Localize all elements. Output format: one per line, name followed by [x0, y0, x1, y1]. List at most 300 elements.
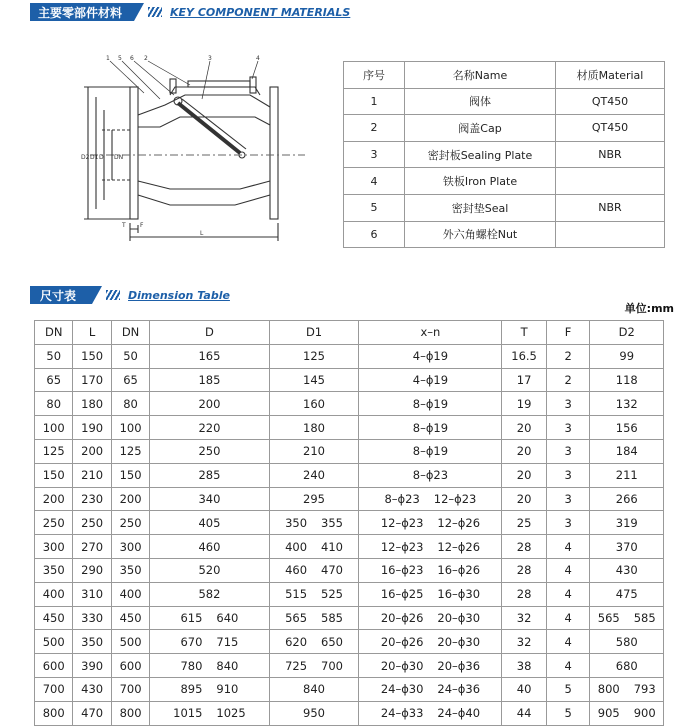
dimension-value: 230: [81, 491, 104, 506]
materials-cell: 密封垫Seal: [405, 194, 556, 221]
materials-cell: 外六角螺栓Nut: [405, 221, 556, 248]
dimension-cell: [150, 416, 269, 440]
dimension-cell: [546, 582, 590, 606]
dimension-value: 20–ϕ36: [437, 658, 481, 673]
dimension-value: 24–ϕ33: [380, 706, 424, 721]
dimension-row: [35, 677, 664, 701]
dimension-cell-values: [73, 492, 110, 506]
dimension-cell-values: [590, 611, 663, 625]
dimension-cell-values: [270, 373, 359, 387]
dimension-cell: [590, 439, 664, 463]
dimension-header-cell: F: [546, 321, 590, 345]
dimension-cell-values: [359, 635, 501, 649]
dimension-cell-values: [35, 468, 72, 482]
dimension-value: 4–ϕ19: [412, 372, 449, 387]
dimension-cell: [269, 582, 359, 606]
materials-header-cell: 名称Name: [405, 62, 556, 89]
dimension-cell: [359, 582, 502, 606]
dimension-cell: [546, 439, 590, 463]
dimension-cell: [73, 701, 111, 725]
dimension-cell: [590, 630, 664, 654]
dimension-value: 200: [119, 491, 142, 506]
dimension-cell: [150, 392, 269, 416]
dimension-value: 20–ϕ30: [437, 634, 481, 649]
dimension-cell-values: [547, 611, 590, 625]
dimension-cell: [150, 535, 269, 559]
dimension-cell: [73, 392, 111, 416]
dimension-cell: [73, 630, 111, 654]
dimension-cell-values: [590, 563, 663, 577]
dimension-row: [35, 344, 664, 368]
dimension-cell: [269, 463, 359, 487]
dimension-value: 16–ϕ25: [380, 587, 424, 602]
dimension-value: 180: [81, 396, 104, 411]
materials-cell: NBR: [556, 141, 665, 168]
dimension-cell: [150, 558, 269, 582]
dimension-cell-values: [502, 635, 545, 649]
dimension-cell-values: [112, 492, 149, 506]
dimension-value: 793: [633, 682, 656, 697]
materials-row: [344, 141, 665, 168]
dimension-row: [35, 582, 664, 606]
dimension-cell: [73, 511, 111, 535]
dimension-cell-values: [359, 421, 501, 435]
dimension-value: 4–ϕ19: [412, 349, 449, 364]
dimension-value: 580: [615, 634, 638, 649]
dimension-cell: [359, 344, 502, 368]
dimension-cell: [502, 606, 546, 630]
dimension-value: 450: [42, 610, 65, 625]
dimension-header-cell: D2: [590, 321, 664, 345]
dimension-value: 200: [81, 444, 104, 459]
dimension-value: 950: [303, 706, 325, 721]
dimension-cell-values: [150, 563, 268, 577]
dimension-value: 50: [46, 349, 62, 364]
callout-4: 4: [256, 55, 260, 62]
dimension-value: 17: [516, 372, 532, 387]
dimension-cell: [111, 463, 149, 487]
dimension-header-cell: DN: [111, 321, 149, 345]
dimension-cell: [35, 487, 73, 511]
dimension-value: 28: [516, 563, 532, 578]
dimension-cell: [111, 701, 149, 725]
dimension-value: 620: [285, 634, 308, 649]
dimension-cell: [502, 630, 546, 654]
dimension-value: 340: [198, 491, 221, 506]
dimension-cell-values: [150, 540, 268, 554]
dimension-cell: [546, 463, 590, 487]
dimension-row: [35, 701, 664, 725]
dimension-cell: [111, 654, 149, 678]
dimension-row: [35, 463, 664, 487]
dimension-cell: [35, 654, 73, 678]
dimension-cell: [502, 392, 546, 416]
dimension-cell-values: [73, 468, 110, 482]
dimension-title-en: Dimension Table: [128, 288, 230, 302]
dimension-cell-values: [150, 444, 268, 458]
dimension-cell-values: [270, 706, 359, 720]
dimension-cell: [150, 582, 269, 606]
dimension-value: 20: [516, 468, 532, 483]
dimension-cell-values: [35, 540, 72, 554]
dimension-row: [35, 630, 664, 654]
dimension-cell: [269, 344, 359, 368]
dimension-cell: [590, 392, 664, 416]
dimension-cell-values: [112, 611, 149, 625]
dimension-cell: [269, 439, 359, 463]
dimension-cell: [590, 535, 664, 559]
dimension-cell-values: [150, 682, 268, 696]
dimension-value: 600: [42, 658, 65, 673]
dimension-cell: [502, 582, 546, 606]
dimension-cell: [269, 654, 359, 678]
dimension-value: 250: [42, 515, 65, 530]
dimension-cell-values: [73, 397, 110, 411]
dimension-cell: [590, 606, 664, 630]
dimension-cell-values: [73, 682, 110, 696]
dimension-cell-values: [112, 349, 149, 363]
dimension-cell-values: [547, 659, 590, 673]
dimension-value: 20: [516, 444, 532, 459]
dimension-cell: [546, 416, 590, 440]
dimension-cell-values: [35, 349, 72, 363]
dimension-value: 405: [198, 515, 221, 530]
dimension-cell-values: [547, 540, 590, 554]
dimension-value: 840: [216, 658, 239, 673]
dimension-value: 670: [180, 634, 203, 649]
dimension-cell: [73, 487, 111, 511]
materials-row: [344, 168, 665, 195]
dimension-cell-values: [547, 349, 590, 363]
dimension-value: 132: [615, 396, 638, 411]
dimension-cell-values: [73, 421, 110, 435]
dimension-cell-values: [112, 587, 149, 601]
dimension-cell: [359, 701, 502, 725]
dimension-cell: [73, 344, 111, 368]
dimension-row: [35, 511, 664, 535]
dimension-value: 170: [81, 372, 104, 387]
dimension-cell: [502, 487, 546, 511]
dimension-cell-values: [590, 349, 663, 363]
dimension-cell-values: [547, 706, 590, 720]
dimension-cell-values: [270, 635, 359, 649]
dimension-value: 16.5: [511, 349, 537, 364]
dimension-cell: [359, 677, 502, 701]
dimension-value: 410: [321, 539, 343, 554]
dimension-value: 32: [516, 634, 532, 649]
dimension-value: 4: [564, 563, 572, 578]
dimension-value: 300: [119, 539, 142, 554]
dimension-cell: [111, 368, 149, 392]
dimension-value: 40: [516, 682, 532, 697]
dimension-cell-values: [150, 421, 268, 435]
materials-cell: 阀盖Cap: [405, 115, 556, 142]
dimension-value: 16–ϕ23: [380, 563, 424, 578]
dimension-row: [35, 439, 664, 463]
dimension-value: 12–ϕ23: [380, 539, 424, 554]
dimension-cell: [73, 654, 111, 678]
dimension-cell: [35, 558, 73, 582]
dimension-value: 270: [81, 539, 104, 554]
dimension-cell: [590, 701, 664, 725]
dimension-cell: [502, 535, 546, 559]
dimension-cell: [590, 677, 664, 701]
dimension-value: 840: [303, 682, 325, 697]
materials-cell: QT450: [556, 88, 665, 115]
dimension-value: 240: [303, 468, 325, 483]
dimension-value: 2: [564, 349, 572, 364]
dimension-cell: [73, 558, 111, 582]
dimension-value: 200: [42, 491, 65, 506]
dimension-value: 319: [615, 515, 638, 530]
dimension-cell-values: [35, 659, 72, 673]
dimension-cell-values: [590, 373, 663, 387]
dimension-cell-values: [359, 444, 501, 458]
dimension-header-row: [35, 321, 664, 345]
dimension-cell: [359, 487, 502, 511]
dim-label-d: D: [99, 154, 104, 161]
dimension-cell: [546, 558, 590, 582]
dimension-cell: [111, 558, 149, 582]
materials-header-cell: 序号: [344, 62, 405, 89]
dimension-cell-values: [35, 421, 72, 435]
dimension-cell-values: [359, 397, 501, 411]
dimension-cell: [111, 606, 149, 630]
dimension-cell-values: [73, 516, 110, 530]
dimension-cell-values: [73, 373, 110, 387]
dimension-cell: [502, 344, 546, 368]
dimension-cell: [150, 368, 269, 392]
dimension-cell-values: [547, 444, 590, 458]
dimension-value: 125: [42, 444, 65, 459]
dimension-value: 28: [516, 539, 532, 554]
dimension-cell: [35, 630, 73, 654]
dimension-value: 12–ϕ26: [437, 515, 481, 530]
materials-cell: 1: [344, 88, 405, 115]
dimension-cell: [35, 463, 73, 487]
dimension-cell: [546, 535, 590, 559]
dimension-cell: [35, 416, 73, 440]
dimension-value: 800: [42, 706, 65, 721]
dimension-value: 210: [303, 444, 325, 459]
dimension-value: 20–ϕ26: [380, 610, 424, 625]
dimension-cell-values: [270, 611, 359, 625]
dimension-value: 430: [615, 563, 638, 578]
dimension-cell-values: [112, 468, 149, 482]
dimension-cell: [269, 606, 359, 630]
materials-row: [344, 88, 665, 115]
materials-cell: QT450: [556, 115, 665, 142]
dimension-cell-values: [35, 563, 72, 577]
stripes-decoration: [106, 290, 120, 300]
dimension-cell-values: [359, 492, 501, 506]
dimension-value: 430: [81, 682, 104, 697]
dimension-value: 65: [46, 372, 62, 387]
dimension-value: 20–ϕ26: [380, 634, 424, 649]
dimension-cell-values: [547, 587, 590, 601]
dimension-value: 400: [42, 587, 65, 602]
materials-cell: 2: [344, 115, 405, 142]
dimension-cell: [590, 416, 664, 440]
dimension-cell: [150, 630, 269, 654]
unit-label: 单位:mm: [624, 302, 674, 315]
dimension-cell-values: [270, 468, 359, 482]
dimension-value: 565: [285, 610, 308, 625]
dimension-cell-values: [35, 444, 72, 458]
dimension-value: 250: [119, 515, 142, 530]
dimension-cell-values: [590, 397, 663, 411]
dimension-value: 295: [303, 491, 325, 506]
dimension-value: 585: [321, 610, 343, 625]
dim-label-t: T: [122, 222, 126, 229]
dimension-cell-values: [502, 706, 545, 720]
dimension-cell: [35, 368, 73, 392]
dimension-value: 285: [198, 468, 221, 483]
dimension-cell-values: [270, 659, 359, 673]
dimension-value: 460: [285, 563, 308, 578]
dim-label-dn: DN: [114, 154, 124, 161]
dimension-header-cell: DN: [35, 321, 73, 345]
dimension-cell: [111, 677, 149, 701]
dimension-value: 180: [303, 420, 325, 435]
dimension-cell-values: [502, 397, 545, 411]
dimension-table: [34, 320, 664, 726]
dimension-value: 4: [564, 587, 572, 602]
dimension-cell-values: [590, 587, 663, 601]
dimension-cell-values: [359, 659, 501, 673]
dimension-value: 125: [119, 444, 142, 459]
callout-2: 2: [144, 55, 148, 62]
dimension-cell: [35, 535, 73, 559]
dimension-value: 4: [564, 658, 572, 673]
dimension-value: 24–ϕ36: [437, 682, 481, 697]
dimension-cell-values: [150, 635, 268, 649]
dimension-cell: [150, 511, 269, 535]
dimension-header-cell: D: [150, 321, 269, 345]
dimension-cell: [359, 463, 502, 487]
dimension-cell: [502, 654, 546, 678]
dimension-value: 99: [619, 349, 635, 364]
dimension-value: 640: [216, 610, 239, 625]
dimension-value: 3: [564, 444, 572, 459]
dimension-cell: [73, 582, 111, 606]
dimension-cell-values: [112, 635, 149, 649]
valve-cross-section: [70, 55, 320, 245]
dimension-cell-values: [112, 706, 149, 720]
dimension-cell: [502, 463, 546, 487]
dimension-value: 600: [119, 658, 142, 673]
dimension-cell: [359, 392, 502, 416]
materials-title-cn: 主要零部件材料: [30, 3, 134, 21]
materials-row: [344, 221, 665, 248]
dimension-cell: [269, 416, 359, 440]
dimension-value: 5: [564, 706, 572, 721]
dimension-value: 165: [198, 349, 221, 364]
dimension-value: 125: [303, 349, 325, 364]
dimension-cell: [35, 582, 73, 606]
dimension-cell-values: [359, 587, 501, 601]
dimension-value: 4: [564, 634, 572, 649]
dimension-cell: [150, 701, 269, 725]
dimension-cell: [269, 511, 359, 535]
dimension-cell: [73, 463, 111, 487]
dimension-cell: [359, 416, 502, 440]
dimension-cell: [546, 630, 590, 654]
dimension-value: 16–ϕ30: [437, 587, 481, 602]
dimension-cell: [73, 606, 111, 630]
dimension-value: 65: [123, 372, 138, 387]
dimension-value: 715: [216, 634, 239, 649]
dimension-cell-values: [502, 659, 545, 673]
callout-5: 5: [118, 55, 122, 62]
dim-label-l: L: [200, 230, 204, 237]
dimension-cell: [359, 511, 502, 535]
dimension-cell-values: [547, 373, 590, 387]
dimension-cell: [73, 439, 111, 463]
dimension-cell-values: [112, 516, 149, 530]
dimension-cell-values: [35, 373, 72, 387]
dimension-cell: [590, 344, 664, 368]
dimension-value: 680: [615, 658, 638, 673]
dimension-value: 350: [119, 563, 142, 578]
dimension-cell-values: [150, 397, 268, 411]
dimension-cell-values: [270, 444, 359, 458]
dimension-value: 16–ϕ26: [437, 563, 481, 578]
dimension-value: 370: [615, 539, 638, 554]
dimension-value: 520: [198, 563, 221, 578]
dimension-cell-values: [502, 468, 545, 482]
dimension-cell-values: [502, 611, 545, 625]
dimension-cell-values: [547, 516, 590, 530]
dimension-cell: [73, 368, 111, 392]
dimension-value: 3: [564, 468, 572, 483]
materials-cell: 铁板Iron Plate: [405, 168, 556, 195]
dimension-cell-values: [547, 682, 590, 696]
dimension-cell: [359, 439, 502, 463]
dimension-cell-values: [270, 682, 359, 696]
dimension-cell: [269, 487, 359, 511]
dimension-value: 160: [303, 396, 325, 411]
dimension-header-cell: x–n: [359, 321, 502, 345]
dimension-value: 28: [516, 587, 532, 602]
dimension-value: 3: [564, 491, 572, 506]
dimension-value: 900: [633, 706, 656, 721]
dimension-value: 5: [564, 682, 572, 697]
dimension-cell-values: [270, 397, 359, 411]
dimension-cell-values: [502, 682, 545, 696]
dimension-value: 211: [615, 468, 638, 483]
dimension-cell-values: [590, 468, 663, 482]
callout-3: 3: [208, 55, 212, 62]
dimension-cell-values: [270, 349, 359, 363]
dimension-value: 525: [321, 587, 343, 602]
dimension-cell: [590, 582, 664, 606]
dimension-cell: [502, 558, 546, 582]
dimension-row: [35, 368, 664, 392]
dimension-value: 190: [81, 420, 104, 435]
dimension-cell-values: [112, 444, 149, 458]
dimension-cell-values: [590, 444, 663, 458]
dimension-cell: [111, 582, 149, 606]
dimension-value: 250: [81, 515, 104, 530]
dimension-cell-values: [150, 492, 268, 506]
dimension-cell-values: [359, 349, 501, 363]
dimension-value: 4: [564, 539, 572, 554]
dimension-cell-values: [270, 492, 359, 506]
callout-6: 6: [130, 55, 134, 62]
dimension-cell-values: [150, 659, 268, 673]
dimension-cell-values: [502, 421, 545, 435]
